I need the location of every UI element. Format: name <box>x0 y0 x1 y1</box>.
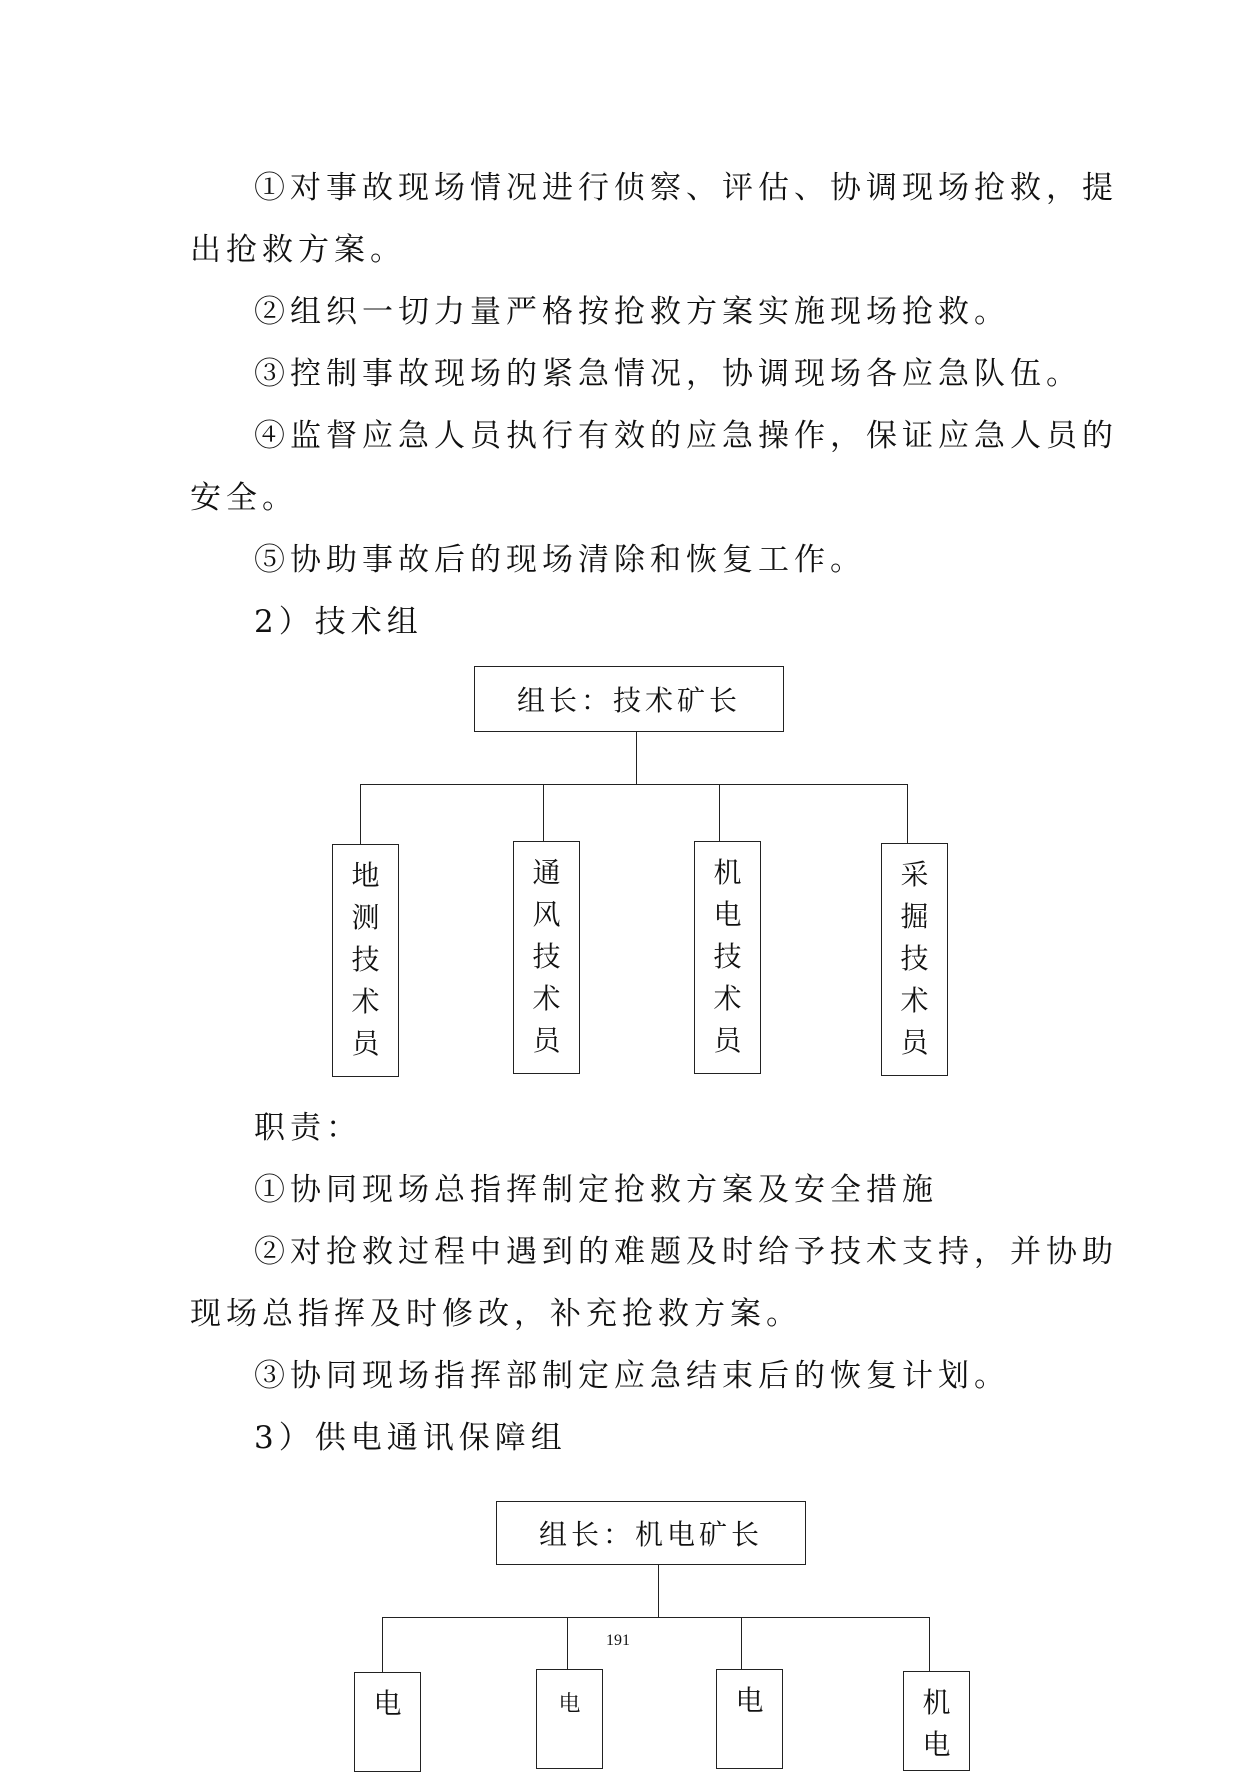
section-heading: 2）技术组 <box>254 604 423 640</box>
member-char: 掘 <box>900 900 929 933</box>
duty-line: ③协同现场指挥部制定应急结束后的恢复计划。 <box>254 1358 1010 1394</box>
chart2-connector <box>929 1617 930 1671</box>
chart1-connector <box>360 784 907 785</box>
member-char: 机 <box>922 1686 951 1719</box>
paragraph-line: 安全。 <box>190 480 298 516</box>
chart1-member-box <box>332 844 399 1077</box>
section-heading: 3）供电通讯保障组 <box>254 1420 567 1456</box>
duties-heading: 职责： <box>254 1110 362 1146</box>
member-char: 技 <box>351 943 380 976</box>
paragraph-line: ③控制事故现场的紧急情况，协调现场各应急队伍。 <box>254 356 1082 392</box>
member-char: 技 <box>713 940 742 973</box>
chart1-connector <box>636 732 637 784</box>
chart2-member-box <box>716 1669 783 1769</box>
chart1-connector <box>360 784 361 844</box>
member-char: 采 <box>900 858 929 891</box>
member-char: 电 <box>558 1692 581 1717</box>
paragraph-line: 出抢救方案。 <box>190 232 406 268</box>
chart1-head-label: 组长：技术矿长 <box>516 684 741 717</box>
member-char: 通 <box>532 856 561 889</box>
chart1-connector <box>907 784 908 843</box>
chart1-connector <box>719 784 720 841</box>
member-char: 术 <box>713 982 742 1015</box>
paragraph-line: ①对事故现场情况进行侦察、评估、协调现场抢救，提 <box>254 170 1118 206</box>
duty-line: ①协同现场总指挥制定抢救方案及安全措施 <box>254 1172 938 1208</box>
chart2-member-box <box>354 1672 421 1772</box>
chart2-member-box <box>903 1671 970 1771</box>
duty-line: 现场总指挥及时修改，补充抢救方案。 <box>190 1296 802 1332</box>
member-char: 电 <box>373 1687 402 1720</box>
member-char: 术 <box>900 984 929 1017</box>
member-char: 电 <box>922 1728 951 1761</box>
chart1-member-box <box>881 843 948 1076</box>
member-char: 测 <box>351 901 380 934</box>
member-char: 术 <box>351 985 380 1018</box>
duty-line: ②对抢救过程中遇到的难题及时给予技术支持，并协助 <box>254 1234 1118 1270</box>
member-char: 电 <box>735 1684 764 1717</box>
paragraph-line: ⑤协助事故后的现场清除和恢复工作。 <box>254 542 866 578</box>
member-char: 机 <box>713 856 742 889</box>
member-char: 员 <box>351 1027 380 1060</box>
paragraph-line: ②组织一切力量严格按抢救方案实施现场抢救。 <box>254 294 1010 330</box>
member-char: 风 <box>532 898 561 931</box>
page-number: 191 <box>606 1632 630 1649</box>
chart1-connector <box>543 784 544 841</box>
member-char: 员 <box>713 1024 742 1057</box>
chart2-connector <box>382 1617 929 1618</box>
chart2-connector <box>658 1565 659 1617</box>
chart1-member-box <box>694 841 761 1074</box>
chart2-member-box <box>536 1669 603 1769</box>
member-char: 员 <box>532 1024 561 1057</box>
member-char: 电 <box>713 898 742 931</box>
member-char: 技 <box>532 940 561 973</box>
paragraph-line: ④监督应急人员执行有效的应急操作，保证应急人员的 <box>254 418 1118 454</box>
chart2-connector <box>567 1617 568 1669</box>
chart2-head-box <box>496 1501 806 1565</box>
chart1-member-box <box>513 841 580 1074</box>
member-char: 员 <box>900 1026 929 1059</box>
member-char: 技 <box>900 942 929 975</box>
chart2-connector <box>741 1617 742 1669</box>
member-char: 术 <box>532 982 561 1015</box>
chart1-head-box <box>474 666 784 732</box>
chart2-head-label: 组长：机电矿长 <box>538 1518 763 1551</box>
member-char: 地 <box>351 859 380 892</box>
chart2-connector <box>382 1617 383 1672</box>
